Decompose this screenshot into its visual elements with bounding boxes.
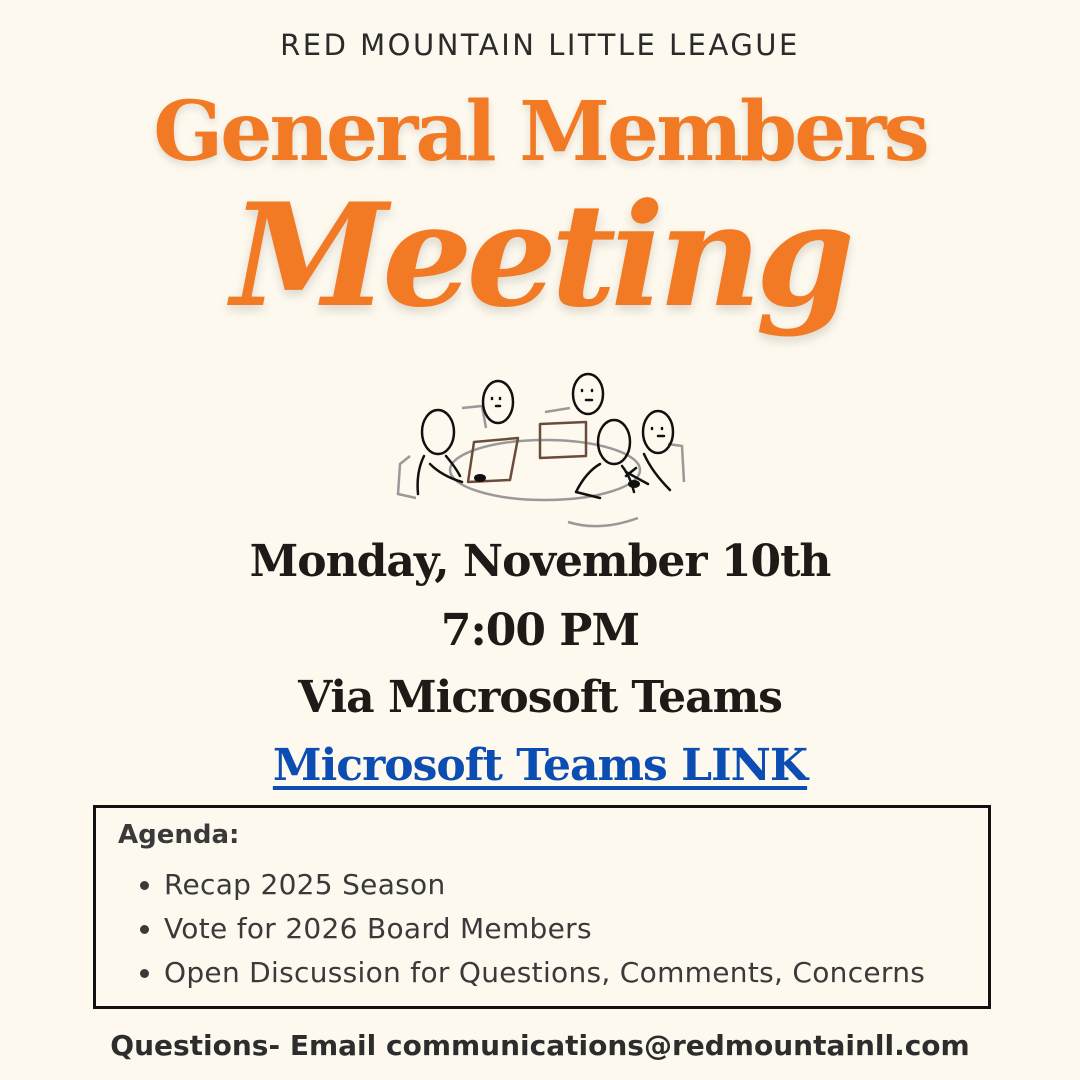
agenda-item: • Recap 2025 Season [164, 863, 925, 907]
event-location: Via Microsoft Teams [298, 672, 782, 723]
event-time: 7:00 PM [440, 605, 640, 656]
agenda-title: Agenda: [118, 820, 240, 850]
title-line-1: General Members [153, 84, 927, 180]
title-line-2: Meeting [231, 173, 849, 339]
teams-link[interactable]: Microsoft Teams LINK [272, 740, 808, 791]
organization-name: RED MOUNTAIN LITTLE LEAGUE [280, 28, 800, 62]
agenda-list [134, 863, 925, 995]
contact-footer: Questions- Email communications@redmountainll.com [110, 1029, 970, 1062]
meeting-people-icon [390, 372, 700, 537]
agenda-item: • Vote for 2026 Board Members [164, 907, 925, 951]
agenda-box [93, 805, 991, 1009]
agenda-item: • Open Discussion for Questions, Comments, Concerns [164, 951, 925, 995]
event-date: Monday, November 10th [249, 536, 831, 587]
